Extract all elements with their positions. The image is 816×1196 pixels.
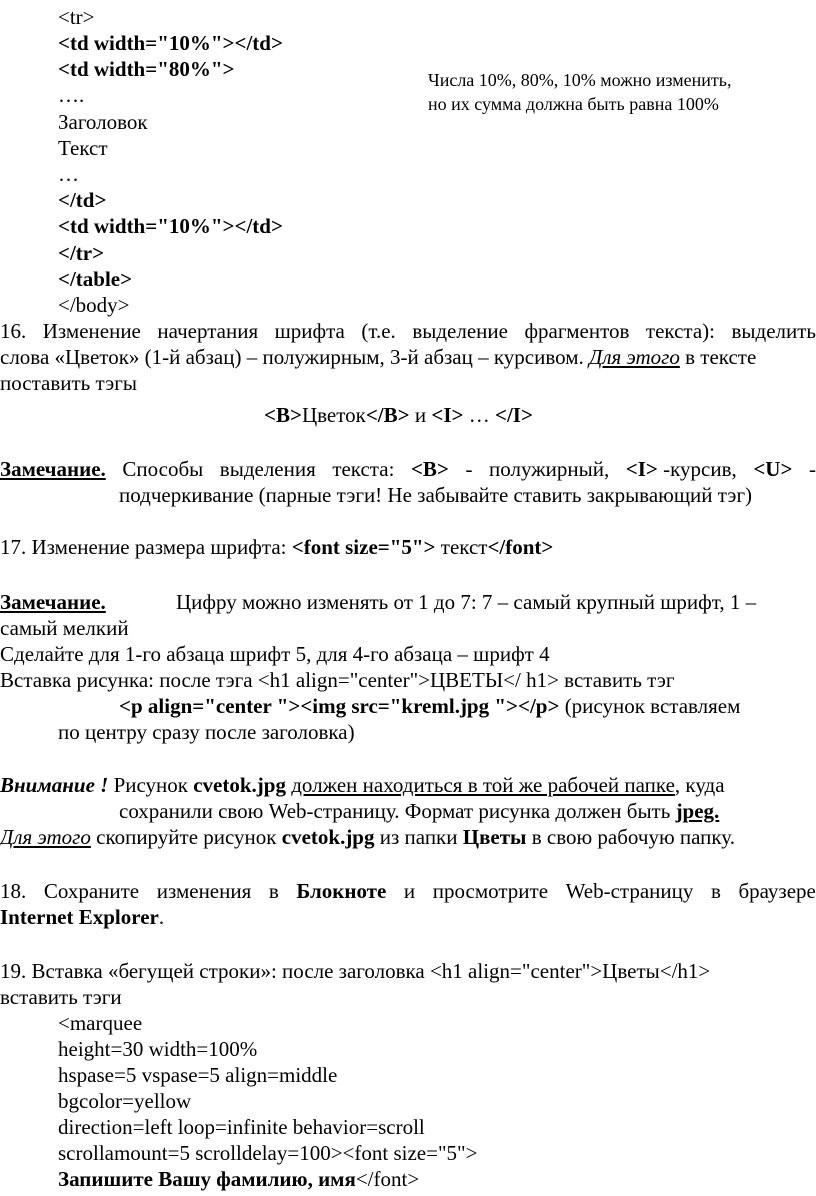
note1-line-2: подчеркивание (парные тэги! Не забывайте ставить закрывающий тэг) <box>119 483 753 507</box>
code-td-10-first: <td width="10%"></td> <box>58 31 283 55</box>
item18-line-1: 18. Сохраните изменения в Блокноте и просмотрите Web-страницу в браузере <box>0 879 816 903</box>
code-td-10-second: <td width="10%"></td> <box>58 214 283 238</box>
attention-line-1: Внимание ! Рисунок cvetok.jpg должен находиться в той же рабочей папке, куда <box>0 773 725 797</box>
code-body-close: </body> <box>58 293 130 317</box>
item19-line-1: 19. Вставка «бегущей строки»: после заголовка <h1 align="center">Цветы</h1> <box>0 959 711 983</box>
item16-line-1: 16. Изменение начертания шрифта (т.е. выделение фрагментов текста): выделить <box>0 319 816 343</box>
attention-line-3: Для этого скопируйте рисунок cvetok.jpg из папки Цветы в свою рабочую папку. <box>0 825 735 849</box>
side-note-line-1: Числа 10%, 80%, 10% можно изменить, <box>428 70 732 90</box>
for-this-link-text: Для этого <box>588 345 680 369</box>
item19-code-line-6: scrollamount=5 scrolldelay=100><font size="5"> <box>58 1141 478 1165</box>
item17-line: 17. Изменение размера шрифта: <font size="5"> текст</font> <box>0 535 554 559</box>
item19-line-2: вставить тэги <box>0 985 122 1009</box>
item16-tag-example: <B>Цветок</B> и <I> … </I> <box>264 403 533 427</box>
code-ellipsis: … <box>58 162 79 186</box>
note1-label: Замечание. <box>0 457 106 481</box>
note2-line-3: Сделайте для 1-го абзаца шрифт 5, для 4-го абзаца – шрифт 4 <box>0 642 550 666</box>
code-heading-word: Заголовок <box>58 110 148 134</box>
item16-line-3: поставить тэгы <box>0 371 137 395</box>
side-note-line-2: но их сумма должна быть равна 100% <box>428 94 719 114</box>
item19-code-line-5: direction=left loop=infinite behavior=scroll <box>58 1115 425 1139</box>
item19-code-line-7: Запишите Вашу фамилию, имя</font> <box>58 1167 420 1191</box>
attention-label: Внимание ! <box>0 773 109 797</box>
note2-line-6: по центру сразу после заголовка) <box>58 720 355 744</box>
note2-code-line: <p align="center "><img src="kreml.jpg "></p> (рисунок вставляем <box>119 694 741 718</box>
item19-code-line-1: <marquee <box>58 1011 143 1035</box>
item19-code-line-3: hspase=5 vspase=5 align=middle <box>58 1063 338 1087</box>
note2-label: Замечание. <box>0 590 106 614</box>
code-text-word: Текст <box>58 136 108 160</box>
side-note <box>428 68 732 116</box>
item19-code-line-2: height=30 width=100% <box>58 1037 258 1061</box>
code-td-close: </td> <box>58 188 107 212</box>
attention-line-2: сохранили свою Web-страницу. Формат рисунка должен быть jpeg. <box>119 799 720 823</box>
note2-text: Цифру можно изменять от 1 до 7: 7 – самый крупный шрифт, 1 – <box>176 590 757 614</box>
code-td-80: <td width="80%"> <box>58 57 235 81</box>
note1-line-1: Замечание. Способы выделения текста: <B> - полужирный, <I> -курсив, <U> - <box>0 457 816 481</box>
item19-code-line-4: bgcolor=yellow <box>58 1089 192 1113</box>
code-dots: …. <box>58 83 85 107</box>
code-tr-close: </tr> <box>58 241 105 265</box>
code-tr-open: <tr> <box>58 5 95 29</box>
item18-line-2: Internet Explorer. <box>0 905 165 929</box>
item16-line-2: слова «Цветок» (1-й абзац) – полужирным, 3-й абзац – курсивом. Для этого в тексте <box>0 345 757 369</box>
code-table-close: </table> <box>58 267 133 291</box>
note2-line-2: самый мелкий <box>0 616 129 640</box>
note2-line-4: Вставка рисунка: после тэга <h1 align="center">ЦВЕТЫ</ h1> вставить тэг <box>0 668 675 692</box>
